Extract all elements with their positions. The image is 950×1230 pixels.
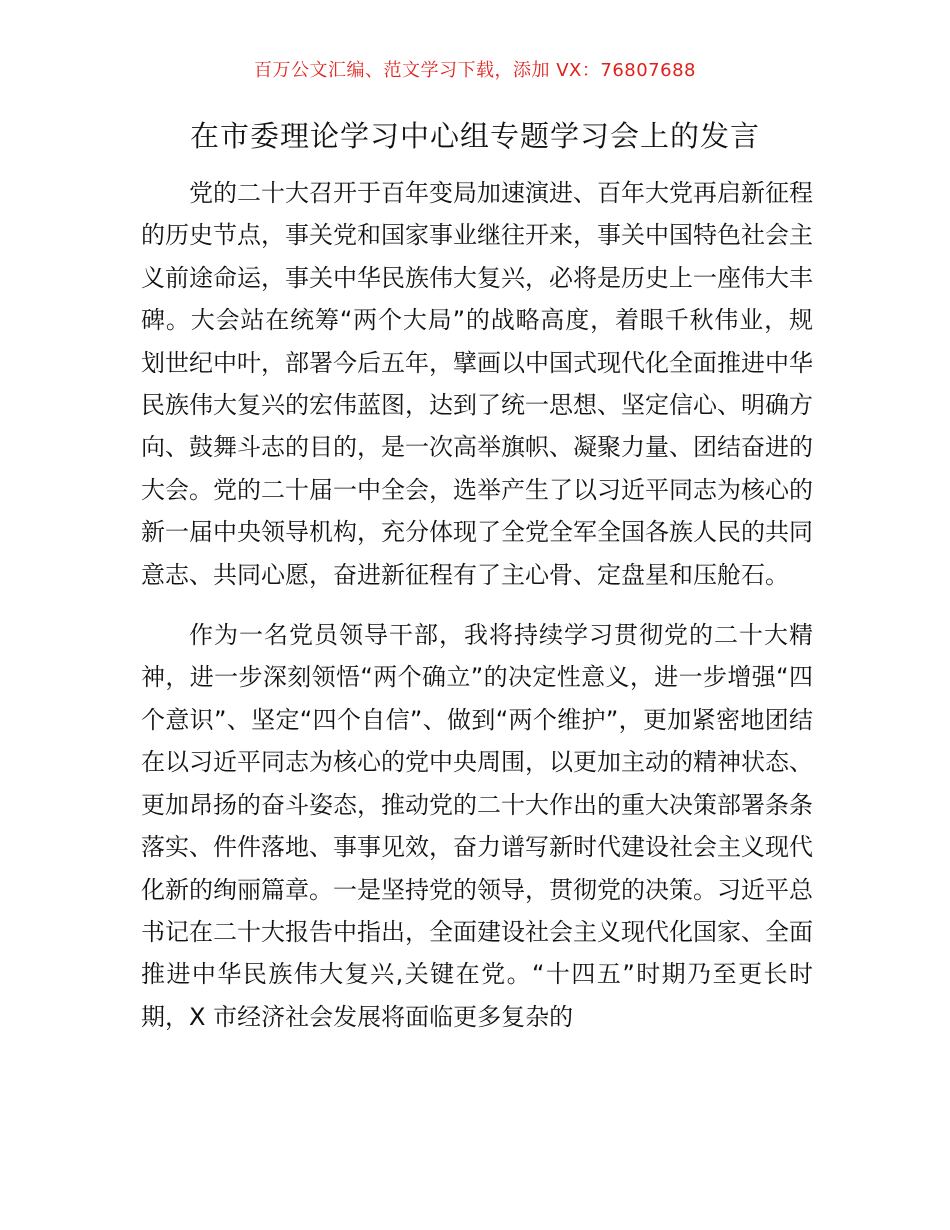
document-body [141,172,813,1038]
body-paragraph-2: 作为一名党员领导干部，我将持续学习贯彻党的二十大精神，进一步深刻领悟“两个确立”的决定性意义，进一步增强“四个意识”、坚定“四个自信”、做到“两个维护”，更加紧密地团结在以习近平同志为核心的党中央周围，以更加主动的精神状态、更加昂扬的奋斗姿态，推动党的二十大作出的重大决策部署条条落实、件件落地、事事见效，奋力谱写新时代建设社会主义现代化新的绚丽篇章。一是坚持党的领导，贯彻党的决策。习近平总书记在二十大报告中指出，全面建设社会主义现代化国家、全面推进中华民族伟大复兴,关键在党。“十四五”时期乃至更长时期，X 市经济社会发展将面临更多复杂的 [141,621,813,1031]
document-title: 在市委理论学习中心组专题学习会上的发言 [189,119,760,153]
header-download-note: 百万公文汇编、范文学习下载，添加 VX：76807688 [254,60,696,81]
body-paragraph-1: 党的二十大召开于百年变局加速演进、百年大党再启新征程的历史节点，事关党和国家事业继往开来，事关中国特色社会主义前途命运，事关中华民族伟大复兴，必将是历史上一座伟大丰碑。大会站在统筹“两个大局”的战略高度，着眼千秋伟业，规划世纪中叶，部署今后五年，擘画以中国式现代化全面推进中华民族伟大复兴的宏伟蓝图，达到了统一思想、坚定信心、明确方向、鼓舞斗志的目的，是一次高举旗帜、凝聚力量、团结奋进的大会。党的二十届一中全会，选举产生了以习近平同志为核心的新一届中央领导机构，充分体现了全党全军全国各族人民的共同意志、共同心愿，奋进新征程有了主心骨、定盘星和压舱石。 [141,179,813,589]
